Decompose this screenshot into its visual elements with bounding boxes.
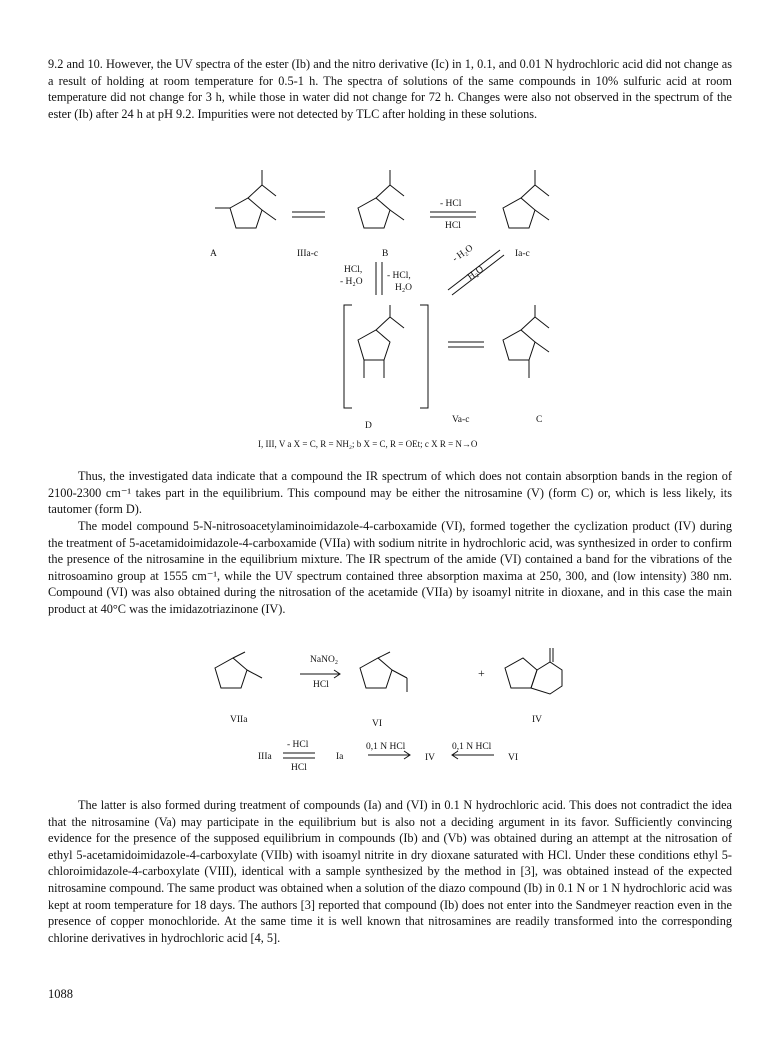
scheme2-label-VIIa: VIIa bbox=[230, 715, 248, 725]
scheme1-vert-right-1: - HCl, bbox=[387, 271, 411, 281]
scheme2-reagent-top: NaNO₂ bbox=[310, 655, 339, 665]
scheme1-label-B: B bbox=[382, 249, 389, 259]
scheme2-eq-IIIa: IIIa bbox=[258, 752, 272, 762]
paragraph-3: The model compound 5-N-nitrosoacetylaminoimidazole-4-carboxamide (VI), formed together the cyclization product (IV) during the treatment of 5-acetamidoimidazole-4-carboxamide (VIIa) with sodium nitrite in hydrochloric acid, was synthesized in order to confirm the presence of the nitrosamine in the equilibrium mixture. The IR spectrum of the amide (VI) contained a band for the vibrations of the nitrosoamino group at 1555 cm⁻¹, while the UV spectrum contained three absorption maxima at 250, 300, and (low intensity) 380 nm. Compound (VI) was also obtained during the nitrosation of the acetamide (VIIa) by isoamyl nitrite in dioxane, and in this case the main product at 40°C was the imidazotriazinone (IV). bbox=[48, 519, 732, 616]
scheme1-legend: I, III, V a X = C, R = NH₂; b X = C, R = OEt; c X R = N→O bbox=[258, 439, 478, 449]
paragraph-2: Thus, the investigated data indicate that a compound the IR spectrum of which does not contain absorption bands in the region of 2100-2300 cm⁻¹ takes part in the equilibrium. This compound may be either the nitrosamine (V) (form C) or, which is less likely, its tautomer (form D). bbox=[48, 469, 732, 517]
scheme1-label-Va: Va-c bbox=[452, 415, 470, 425]
scheme1-arrow-hcl: HCl bbox=[445, 221, 461, 231]
scheme2-eq-IV: IV bbox=[425, 753, 436, 763]
scheme2-eq-hcl: HCl bbox=[291, 763, 307, 773]
scheme2-label-VI: VI bbox=[372, 719, 383, 729]
scheme1-arrow-minus-hcl: - HCl bbox=[440, 199, 462, 209]
scheme2-eq-Ia: Ia bbox=[336, 752, 344, 762]
scheme2-eq-01n-1: 0,1 N HCl bbox=[366, 742, 406, 752]
scheme2-reagent-bottom: HCl bbox=[313, 680, 329, 690]
scheme1-diag-top: - H₂O bbox=[450, 243, 476, 265]
scheme2-eq-01n-2: 0,1 N HCl bbox=[452, 742, 492, 752]
scheme2-label-IV: IV bbox=[532, 715, 543, 725]
scheme2-eq-minus-hcl: - HCl bbox=[287, 740, 309, 750]
scheme2-plus: + bbox=[478, 666, 485, 680]
scheme1-vert-right-2: H₂O bbox=[395, 283, 413, 293]
reaction-scheme-1 bbox=[0, 150, 768, 480]
scheme1-diag-bottom: H₂O bbox=[465, 264, 486, 283]
scheme1-label-IIIa: IIIa-c bbox=[297, 249, 319, 259]
scheme1-label-Ia: Ia-c bbox=[515, 249, 530, 259]
paragraph-1: 9.2 and 10. However, the UV spectra of the ester (Ib) and the nitro derivative (Ic) in 1, 0.1, and 0.01 N hydrochloric acid did not change as a result of holding at room temperature for 0.5-1 h. The spectra of solutions of the same compounds in 10% sulfuric acid at room temperature did not change for 3 h, while those in water did not change for 72 h. Changes were also not observed in the spectrum of the ester (Ib) after 24 h at pH 9.2. Impurities were not detected by TLC after holding in these solutions. bbox=[48, 57, 732, 121]
reaction-scheme-2 bbox=[0, 640, 768, 790]
scheme1-label-A: A bbox=[210, 249, 217, 259]
page-number: 1088 bbox=[48, 987, 73, 1001]
scheme1-label-D: D bbox=[365, 421, 372, 431]
scheme1-vert-left-2: - H₂O bbox=[340, 277, 363, 287]
scheme1-vert-left-1: HCl, bbox=[344, 265, 363, 275]
paragraph-4: The latter is also formed during treatment of compounds (Ia) and (VI) in 0.1 N hydrochloric acid. This does not contradict the idea that the nitrosamine (Va) may participate in the equilibrium but is also not a deciding argument in its favor. Sufficiently convincing evidence for the presence of the supposed equilibrium in compounds (Ib) and (Vb) was obtained during an attempt at the nitrosation of ethyl 5-acetamidoimidazole-4-carboxylate (VIIb) with isoamyl nitrite in dry dioxane saturated with HCl. Under these conditions ethyl 5-chloroimidazole-4-carboxylate (VIII), identical with a sample synthesized by the method in [3], was obtained instead of the expected nitrosamine compound. The same product was obtained when a solution of the diazo compound (Ib) in 0.1 N or 1 N hydrochloric acid was kept at room temperature for 18 days. The authors [3] reported that compound (Ib) does not enter into the Sandmeyer reaction even in the presence of copper monochloride. At the same time it is well known that nitrosamines are readily transformed into the corresponding chlorine derivatives in hydrochloric acid [4, 5]. bbox=[48, 798, 732, 945]
scheme1-label-C: C bbox=[536, 415, 543, 425]
scheme2-eq-VI: VI bbox=[508, 753, 519, 763]
